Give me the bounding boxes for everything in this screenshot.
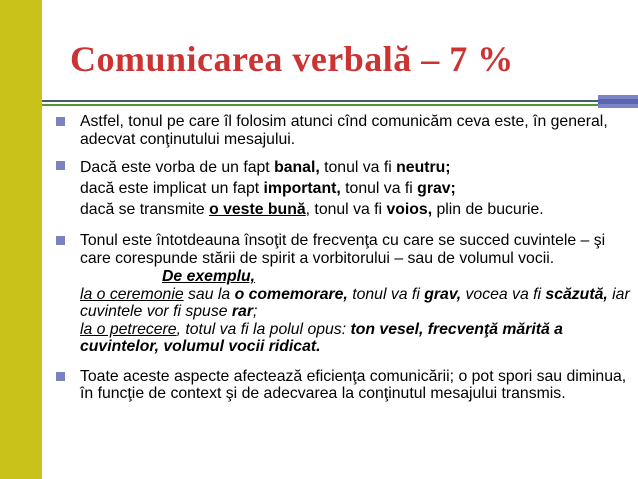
title-divider-dark [42,100,638,102]
left-accent-bar [0,0,42,479]
paragraph-2-line-2: dacă este implicat un fapt important, tonul va fi grav; [80,180,456,197]
bullet-square-icon [56,117,65,126]
paragraph-2-line-3: dacă se transmite o veste bună, tonul va fi voios, plin de bucurie. [80,201,544,218]
example-ceremony: la o ceremonie sau la o comemorare, tonul va fi grav, vocea va fi scăzută, iar cuvintele vor fi spuse rar; [80,285,630,320]
paragraph-3: Tonul este întotdeauna însoţit de frecvenţa cu care se succed cuvintele – şi care corespunde stării de spirit a vorbitorului – sau de volumul vocii. [80,232,606,267]
slide-body [56,113,631,403]
bullet-square-icon [56,372,65,381]
bullet-square-icon [56,161,65,170]
title-divider-green [42,104,638,106]
bullet-item [56,113,631,148]
paragraph-1: Astfel, tonul pe care îl folosim atunci cînd comunicăm ceva este, în general, adecvat conţinutului mesajului. [80,113,608,148]
bullet-item [56,157,631,220]
paragraph-4: Toate aceste aspecte afectează eficienţa comunicării; o pot spori sau diminua, în funcţie de context şi de adecvarea la conţinutul mesajului transmis. [80,367,627,402]
paragraph-2-line-1: Dacă este vorba de un fapt banal, tonul va fi neutru; [80,159,451,176]
example-party: la o petrecere, totul va fi la polul opus: ton vesel, frecvenţă mărită a cuvintelor, volumul vocii ridicat. [80,320,563,355]
bullet-square-icon [56,236,65,245]
bullet-item [56,368,631,403]
divider-end-blocks [598,95,638,108]
example-heading: De exemplu, [162,268,256,285]
slide-title: Comunicarea verbală – 7 % [70,39,514,79]
bullet-item [56,232,631,356]
